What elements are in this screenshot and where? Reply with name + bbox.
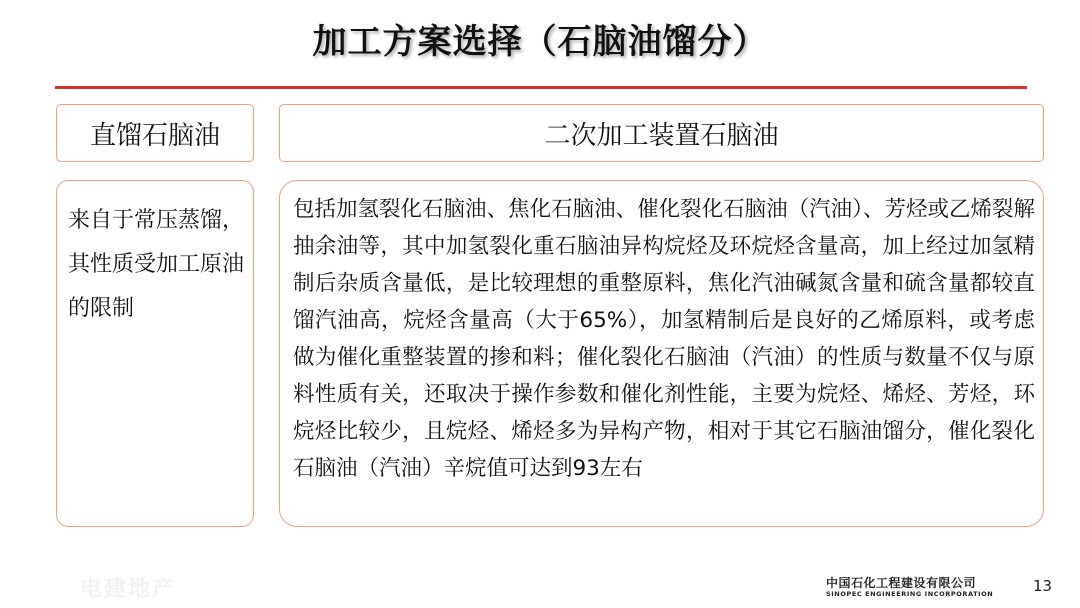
company-name-en: SINOPEC ENGINEERING INCORPORATION — [826, 590, 994, 598]
page-number: 13 — [1033, 577, 1053, 595]
watermark: 电建地产 — [80, 577, 177, 602]
right-column-header-label: 二次加工装置石脑油 — [544, 120, 779, 151]
title-divider — [55, 86, 1027, 89]
left-column-header — [56, 104, 254, 162]
left-column-body: 来自于常压蒸馏，其性质受加工原油的限制 — [56, 180, 254, 527]
left-column-header-label: 直馏石脑油 — [89, 120, 220, 151]
company-logo — [826, 576, 1018, 599]
company-name-cn: 中国石化工程建设有限公司 — [826, 576, 977, 590]
right-column-header — [279, 104, 1044, 162]
slide-title: 加工方案选择（石脑油馏分） — [312, 22, 768, 62]
right-column-body: 包括加氢裂化石脑油、焦化石脑油、催化裂化石脑油（汽油）、芳烃或乙烯裂解抽余油等，其中加氢裂化重石脑油异构烷烃及环烷烃含量高，加上经过加氢精制后杂质含量低，是比较理想的重整原料，焦化汽油碱氮含量和硫含量都较直馏汽油高，烷烃含量高（大于65%），加氢精制后是良好的乙烯原料，或考虑做为催化重整装置的掺和料；催化裂化石脑油（汽油）的性质与数量不仅与原料性质有关，还取决于操作参数和催化剂性能，主要为烷烃、烯烃、芳烃，环烷烃比较少，且烷烃、烯烃多为异构产物，相对于其它石脑油馏分，催化裂化石脑油（汽油）辛烷值可达到93左右 — [279, 180, 1044, 527]
